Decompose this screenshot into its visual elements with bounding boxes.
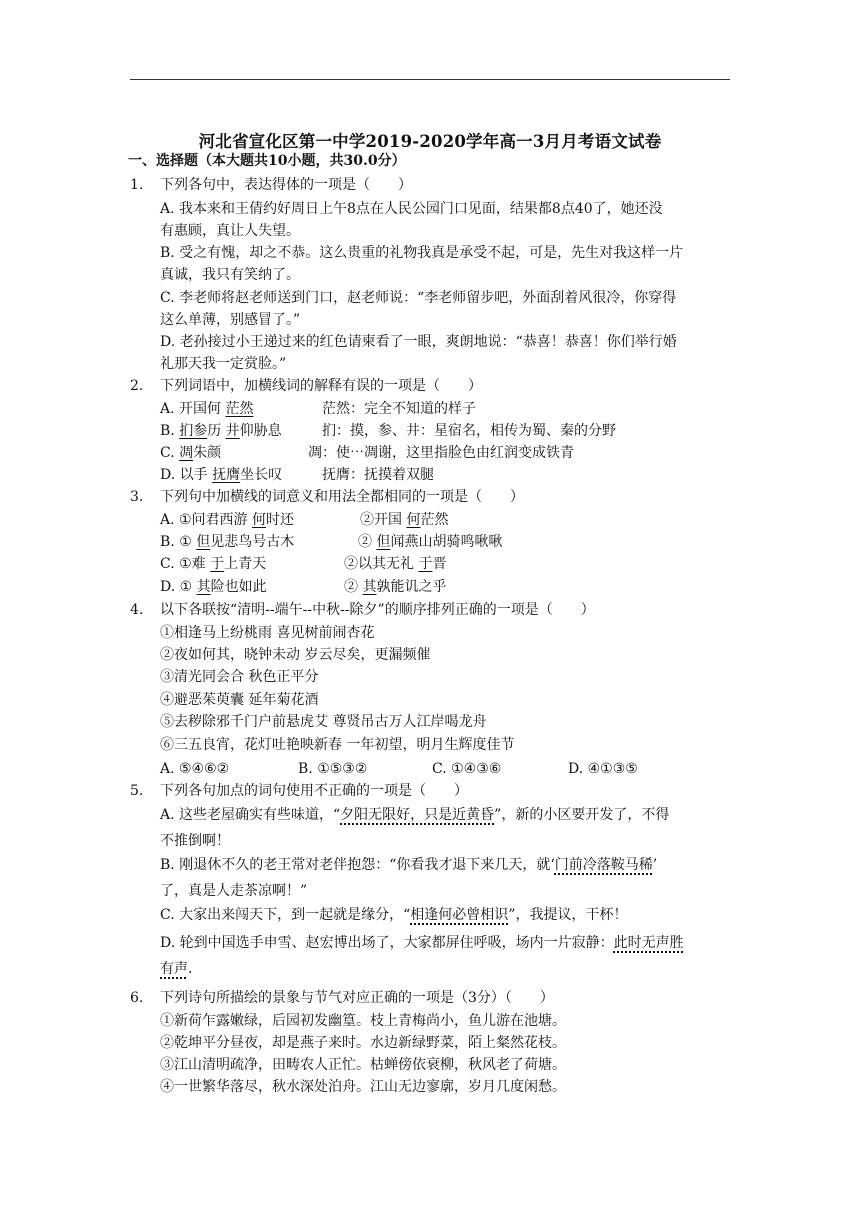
option-d-2: ② 其孰能讥之乎	[344, 579, 447, 595]
underlined-word: 茫然	[225, 401, 254, 417]
exam-title: 河北省宣化区第一中学2019-2020学年高一3月月考语文试卷	[198, 132, 662, 151]
dotted-phrase: 相逢何必曾相识	[410, 907, 509, 923]
underlined-word: 何	[252, 512, 267, 528]
option-b: B. 扪参历 井仰胁息	[160, 423, 282, 439]
option-c: C. ①④③⑥	[432, 761, 502, 777]
option-b: B. ①⑤③②	[298, 761, 368, 777]
question-number: 4.	[130, 602, 144, 618]
poem-line-4: ④一世繁华落尽，秋水深处泊舟。江山无边寥廓，岁月几度闲愁。	[160, 1079, 566, 1095]
underlined-word: 其	[362, 579, 377, 595]
underlined-word: 何	[406, 512, 421, 528]
option-c-cont: 这么单薄，别感冒了。”	[160, 312, 301, 328]
option-a-1: A. ①问君西游 何时还	[160, 512, 295, 528]
option-a: A. 开国何 茫然	[160, 401, 254, 417]
underlined-word: 其	[196, 579, 211, 595]
poem-line-3: ③江山清明疏净，田畴农人正忙。枯蝉傍依衰柳，秋风老了荷塘。	[160, 1057, 566, 1073]
question-stem: 下列句中加横线的词意义和用法全都相同的一项是（ ）	[160, 489, 524, 505]
option-b-explanation: 扪：摸，参、井：星宿名，相传为蜀、秦的分野	[322, 423, 616, 439]
question-stem: 下列诗句所描绘的景象与节气对应正确的一项是（3分）（ ）	[160, 990, 554, 1006]
option-b: B. 刚退休不久的老王常对老伴抱怨：“你看我才退下来几天，就‘门前冷落鞍马稀’	[160, 857, 658, 873]
underlined-word: 井	[225, 423, 240, 439]
option-b-cont: 了，真是人走茶凉啊！”	[160, 883, 308, 899]
dotted-phrase: 夕阳无限好，只是近黄昏	[340, 807, 495, 823]
option-a-2: ②开国 何茫然	[360, 512, 449, 528]
dotted-phrase: 此时无声胜	[613, 935, 684, 951]
header-rule	[130, 79, 730, 80]
option-b: B. 受之有愧，却之不恭。这么贵重的礼物我真是承受不起，可是，先生对我这样一片	[160, 245, 684, 261]
question-stem: 下列各句中，表达得体的一项是（ ）	[160, 177, 412, 193]
option-a: A. 我本来和王倩约好周日上午8点在人民公园门口见面，结果都8点40了，她还没	[160, 201, 663, 217]
option-d: D. ④①③⑤	[568, 761, 638, 777]
option-d-1: D. ① 其险也如此	[160, 579, 267, 595]
dotted-phrase: 有声	[160, 961, 188, 977]
couplet-4: ④避恶茱萸囊 延年菊花酒	[160, 692, 319, 708]
question-number: 5.	[130, 783, 144, 799]
couplet-2: ②夜如何其，晓钟未动 岁云尽矣，更漏频催	[160, 647, 431, 663]
poem-line-2: ②乾坤平分昼夜，却是燕子来时。水边新绿野菜，陌上粲然花枝。	[160, 1035, 566, 1051]
option-d: D. 轮到中国选手申雪、赵宏博出场了，大家都屏住呼吸，场内一片寂静：此时无声胜	[160, 935, 684, 951]
question-number: 6.	[130, 990, 144, 1006]
couplet-6: ⑥三五良宵，花灯吐艳映新春 一年初望，明月生辉度佳节	[160, 737, 515, 753]
option-a-cont: 有惠顾，真让人失望。	[160, 223, 300, 239]
option-c: C. 李老师将赵老师送到门口，赵老师说：“李老师留步吧，外面刮着风很冷，你穿得	[160, 290, 677, 306]
option-c-2: ②以其无礼 于晋	[344, 556, 447, 572]
question-number: 2.	[130, 378, 144, 394]
option-d: D. 老孙接过小王递过来的红色请柬看了一眼，爽朗地说：“恭喜！恭喜！你们举行婚	[160, 334, 677, 350]
option-b-2: ② 但闻燕山胡骑鸣啾啾	[358, 534, 503, 550]
option-d: D. 以手 抚膺坐长叹	[160, 467, 283, 483]
question-stem: 以下各联按“清明--端午--中秋--除夕”的顺序排列正确的一项是（ ）	[160, 602, 595, 618]
option-d-cont: 礼那天我一定赏脸。”	[160, 356, 287, 372]
dotted-phrase: 门前冷落鞍马稀	[554, 857, 653, 873]
option-c: C. 凋朱颜	[160, 445, 222, 461]
poem-line-1: ①新荷乍露嫩绿，后园初发幽篁。枝上青梅尚小，鱼儿游在池塘。	[160, 1013, 566, 1029]
couplet-5: ⑤去秽除邪千门户前悬虎艾 尊贤吊古万人江岸喝龙舟	[160, 714, 487, 730]
option-c-explanation: 凋：使⋯凋谢，这里指脸色由红润变成铁青	[308, 445, 574, 461]
option-c: C. 大家出来闯天下，到一起就是缘分，“相逢何必曾相识”，我提议，干杯！	[160, 907, 628, 923]
option-a-explanation: 茫然：完全不知道的样子	[322, 401, 476, 417]
underlined-word: 抚膺	[212, 467, 241, 483]
option-d-explanation: 抚膺：抚摸着双腿	[322, 467, 434, 483]
question-stem: 下列各句加点的词句使用不正确的一项是（ ）	[160, 783, 468, 799]
underlined-word: 扪参	[179, 423, 208, 439]
section-heading: 一、选择题（本大题共10小题，共30.0分）	[128, 153, 406, 169]
question-stem: 下列词语中，加横线词的解释有误的一项是（ ）	[160, 378, 482, 394]
underlined-word: 但	[376, 534, 391, 550]
underlined-word: 但	[196, 534, 211, 550]
underlined-word: 凋	[179, 445, 194, 461]
option-c-1: C. ①难 于上青天	[160, 556, 267, 572]
couplet-3: ③清光同会合 秋色正平分	[160, 669, 319, 685]
question-number: 3.	[130, 489, 144, 505]
option-b-1: B. ① 但见悲鸟号古木	[160, 534, 295, 550]
option-a: A. 这些老屋确实有些味道，“夕阳无限好，只是近黄昏”，新的小区要开发了，不得	[160, 807, 670, 823]
underlined-word: 于	[418, 556, 433, 572]
option-b-cont: 真诚，我只有笑纳了。	[160, 267, 300, 283]
option-a-cont: 不推倒啊！	[160, 833, 230, 849]
question-number: 1.	[130, 177, 144, 193]
option-a: A. ⑤④⑥②	[160, 761, 230, 777]
option-d-cont: 有声.	[160, 961, 193, 977]
underlined-word: 于	[210, 556, 225, 572]
couplet-1: ①相逢马上纷桃雨 喜见树前闹杏花	[160, 625, 375, 641]
